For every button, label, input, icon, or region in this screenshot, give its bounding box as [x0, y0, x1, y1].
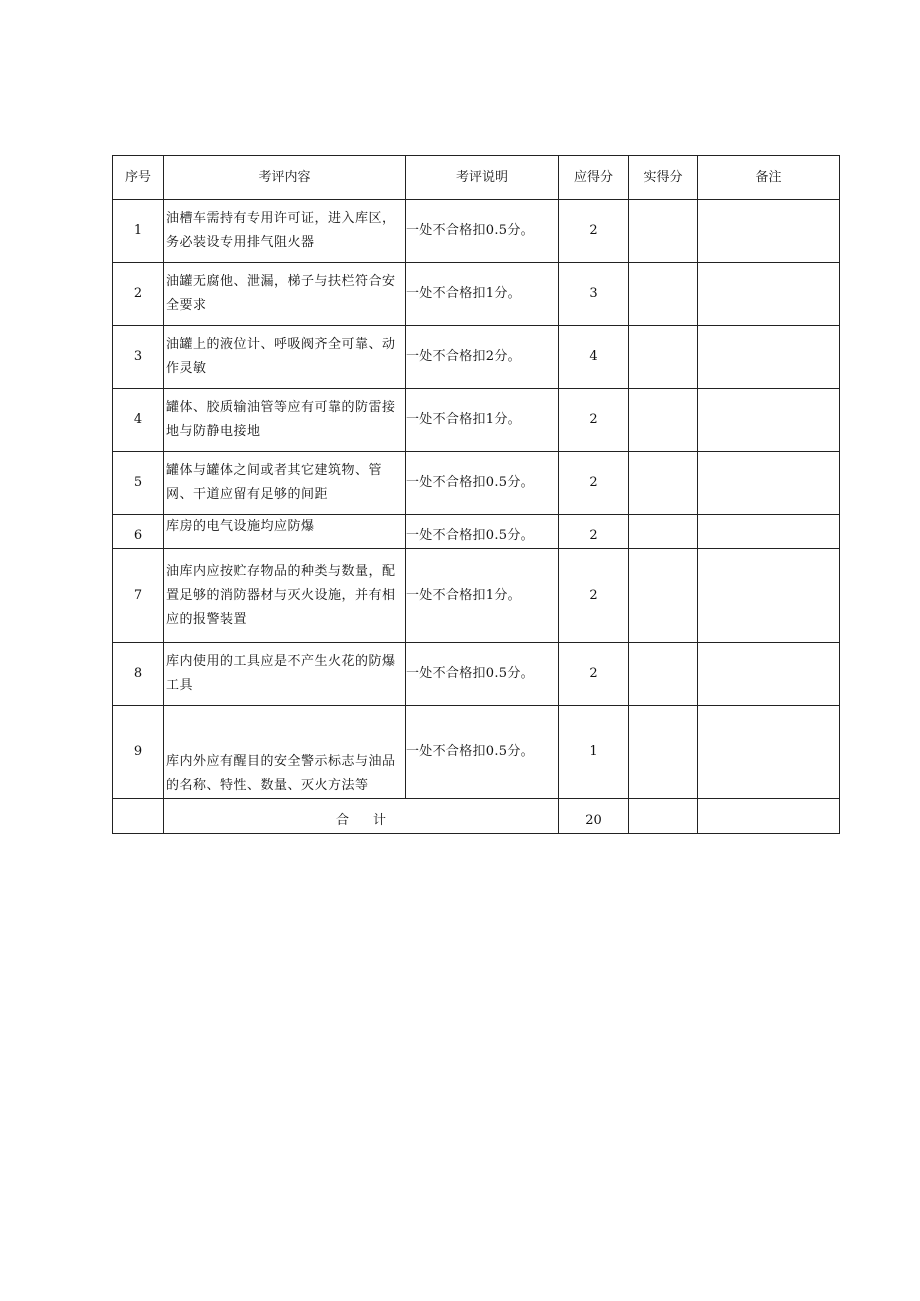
- total-row: [113, 799, 840, 834]
- row-number: 1: [113, 200, 164, 263]
- table-row: [113, 389, 840, 452]
- row-expected-score: 3: [559, 263, 629, 326]
- row-description: 一处不合格扣1分。: [406, 263, 559, 326]
- total-actual-score[interactable]: [629, 799, 698, 834]
- row-description: 一处不合格扣0.5分。: [406, 643, 559, 706]
- row-expected-score: 2: [559, 515, 629, 549]
- row-description: 一处不合格扣2分。: [406, 326, 559, 389]
- header-remarks: 备注: [698, 156, 840, 200]
- row-expected-score: 1: [559, 706, 629, 799]
- row-number: 4: [113, 389, 164, 452]
- row-content: 库内使用的工具应是不产生火花的防爆工具: [164, 643, 406, 706]
- row-number: 6: [113, 515, 164, 549]
- row-description: 一处不合格扣0.5分。: [406, 452, 559, 515]
- row-description: 一处不合格扣0.5分。: [406, 200, 559, 263]
- row-content: 油罐无腐他、泄漏，梯子与扶栏符合安全要求: [164, 263, 406, 326]
- row-expected-score: 2: [559, 200, 629, 263]
- row-expected-score: 2: [559, 452, 629, 515]
- table-row: [113, 549, 840, 643]
- header-desc: 考评说明: [406, 156, 559, 200]
- row-remarks[interactable]: [698, 549, 840, 643]
- row-actual-score[interactable]: [629, 389, 698, 452]
- table-row: [113, 200, 840, 263]
- row-actual-score[interactable]: [629, 326, 698, 389]
- row-remarks[interactable]: [698, 515, 840, 549]
- row-remarks[interactable]: [698, 643, 840, 706]
- header-row: [113, 156, 840, 200]
- table-row: [113, 515, 840, 549]
- row-content: 油槽车需持有专用许可证，进入库区，务必装设专用排气阻火器: [164, 200, 406, 263]
- row-description: 一处不合格扣0.5分。: [406, 515, 559, 549]
- total-no-cell: [113, 799, 164, 834]
- header-actual-score: 实得分: [629, 156, 698, 200]
- row-remarks[interactable]: [698, 452, 840, 515]
- row-remarks[interactable]: [698, 326, 840, 389]
- row-number: 5: [113, 452, 164, 515]
- row-actual-score[interactable]: [629, 706, 698, 799]
- row-content: 库房的电气设施均应防爆: [164, 515, 406, 549]
- table-row: [113, 452, 840, 515]
- row-content: 罐体与罐体之间或者其它建筑物、管网、干道应留有足够的间距: [164, 452, 406, 515]
- total-label: 合计: [164, 799, 559, 834]
- row-description: 一处不合格扣1分。: [406, 549, 559, 643]
- header-expected-score: 应得分: [559, 156, 629, 200]
- row-actual-score[interactable]: [629, 549, 698, 643]
- row-remarks[interactable]: [698, 389, 840, 452]
- row-content: 库内外应有醒目的安全警示标志与油品的名称、特性、数量、灭火方法等: [164, 706, 406, 799]
- table-row: [113, 643, 840, 706]
- row-number: 8: [113, 643, 164, 706]
- row-remarks[interactable]: [698, 706, 840, 799]
- table-row: [113, 263, 840, 326]
- row-number: 3: [113, 326, 164, 389]
- header-no: 序号: [113, 156, 164, 200]
- row-content: 油罐上的液位计、呼吸阀齐全可靠、动作灵敏: [164, 326, 406, 389]
- row-number: 2: [113, 263, 164, 326]
- header-content: 考评内容: [164, 156, 406, 200]
- row-content: 罐体、胶质输油管等应有可靠的防雷接地与防静电接地: [164, 389, 406, 452]
- row-expected-score: 2: [559, 549, 629, 643]
- total-expected-score: 20: [559, 799, 629, 834]
- row-actual-score[interactable]: [629, 263, 698, 326]
- row-expected-score: 2: [559, 389, 629, 452]
- row-actual-score[interactable]: [629, 200, 698, 263]
- table-row: [113, 706, 840, 799]
- row-remarks[interactable]: [698, 200, 840, 263]
- row-content: 油库内应按贮存物品的种类与数量，配置足够的消防器材与灭火设施，并有相应的报警装置: [164, 549, 406, 643]
- row-expected-score: 4: [559, 326, 629, 389]
- row-number: 7: [113, 549, 164, 643]
- total-remarks[interactable]: [698, 799, 840, 834]
- row-description: 一处不合格扣0.5分。: [406, 706, 559, 799]
- row-number: 9: [113, 706, 164, 799]
- row-actual-score[interactable]: [629, 452, 698, 515]
- row-actual-score[interactable]: [629, 643, 698, 706]
- evaluation-table: [112, 155, 840, 834]
- table-row: [113, 326, 840, 389]
- row-actual-score[interactable]: [629, 515, 698, 549]
- row-description: 一处不合格扣1分。: [406, 389, 559, 452]
- row-remarks[interactable]: [698, 263, 840, 326]
- row-expected-score: 2: [559, 643, 629, 706]
